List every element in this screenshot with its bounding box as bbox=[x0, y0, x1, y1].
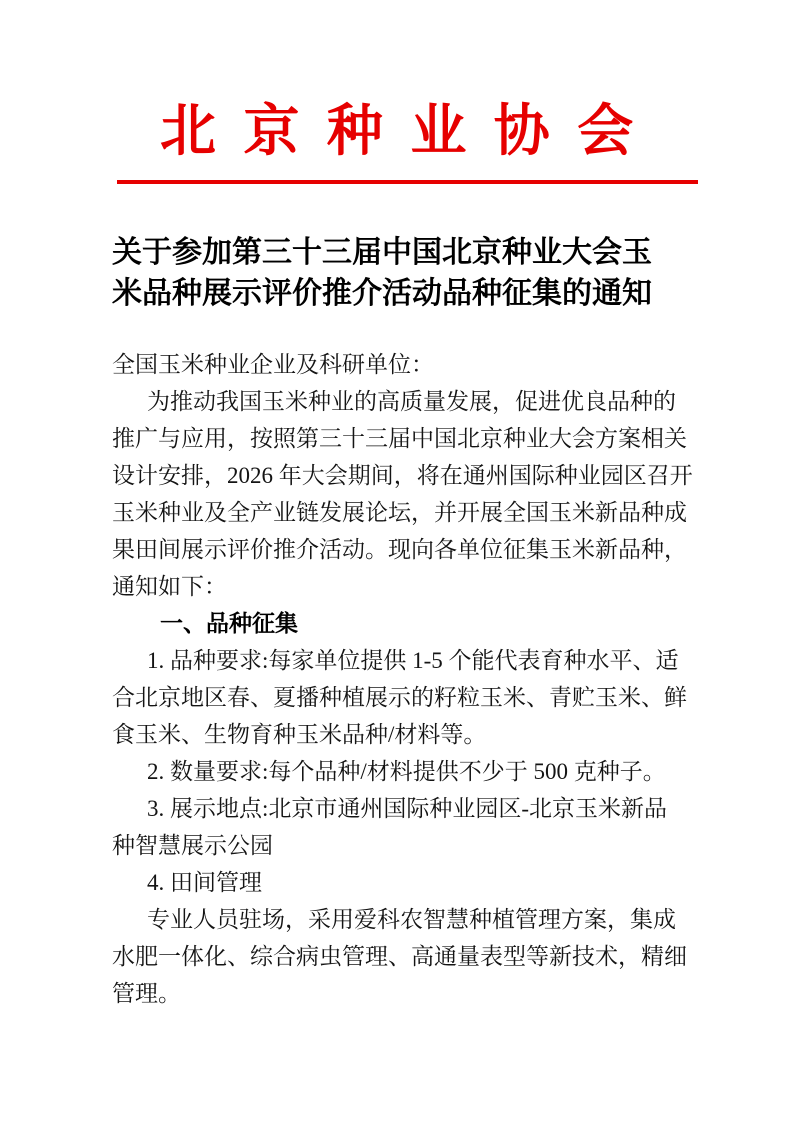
letterhead bbox=[0, 0, 800, 184]
body-line: 为推动我国玉米种业的高质量发展，促进优良品种的 bbox=[147, 389, 676, 414]
notice-body bbox=[112, 346, 697, 1012]
body-line: 食玉米、生物育种玉米品种/材料等。 bbox=[112, 722, 487, 747]
notice-title-line-1: 关于参加第三十三届中国北京种业大会玉 bbox=[112, 236, 652, 269]
body-line: 推广与应用，按照第三十三届中国北京种业大会方案相关 bbox=[112, 426, 687, 451]
body-line: 设计安排，2026 年大会期间，将在通州国际种业园区召开 bbox=[112, 463, 693, 488]
body-line: 1. 品种要求:每家单位提供 1-5 个能代表育种水平、适 bbox=[147, 648, 679, 673]
body-line: 3. 展示地点:北京市通州国际种业园区-北京玉米新品 bbox=[147, 796, 668, 821]
body-line: 玉米种业及全产业链发展论坛，并开展全国玉米新品种成 bbox=[112, 500, 687, 525]
body-line: 专业人员驻场，采用爱科农智慧种植管理方案，集成 bbox=[147, 907, 676, 932]
body-line: 管理。 bbox=[112, 981, 181, 1006]
letterhead-divider bbox=[117, 180, 698, 184]
body-line: 全国玉米种业企业及科研单位： bbox=[112, 352, 434, 377]
org-name: 北 京 种 业 协 会 bbox=[160, 101, 640, 163]
body-line: 合北京地区春、夏播种植展示的籽粒玉米、青贮玉米、鲜 bbox=[112, 685, 687, 710]
body-line: 通知如下： bbox=[112, 574, 227, 599]
body-line: 果田间展示评价推介活动。现向各单位征集玉米新品种， bbox=[112, 537, 687, 562]
body-line: 2. 数量要求:每个品种/材料提供不少于 500 克种子。 bbox=[147, 759, 666, 784]
body-line: 4. 田间管理 bbox=[147, 870, 262, 895]
body-line: 水肥一体化、综合病虫管理、高通量表型等新技术，精细 bbox=[112, 944, 687, 969]
section-heading: 一、品种征集 bbox=[160, 610, 298, 636]
body-line: 种智慧展示公园 bbox=[112, 833, 273, 858]
notice-title bbox=[112, 232, 696, 314]
notice-title-line-2: 米品种展示评价推介活动品种征集的通知 bbox=[112, 277, 652, 310]
